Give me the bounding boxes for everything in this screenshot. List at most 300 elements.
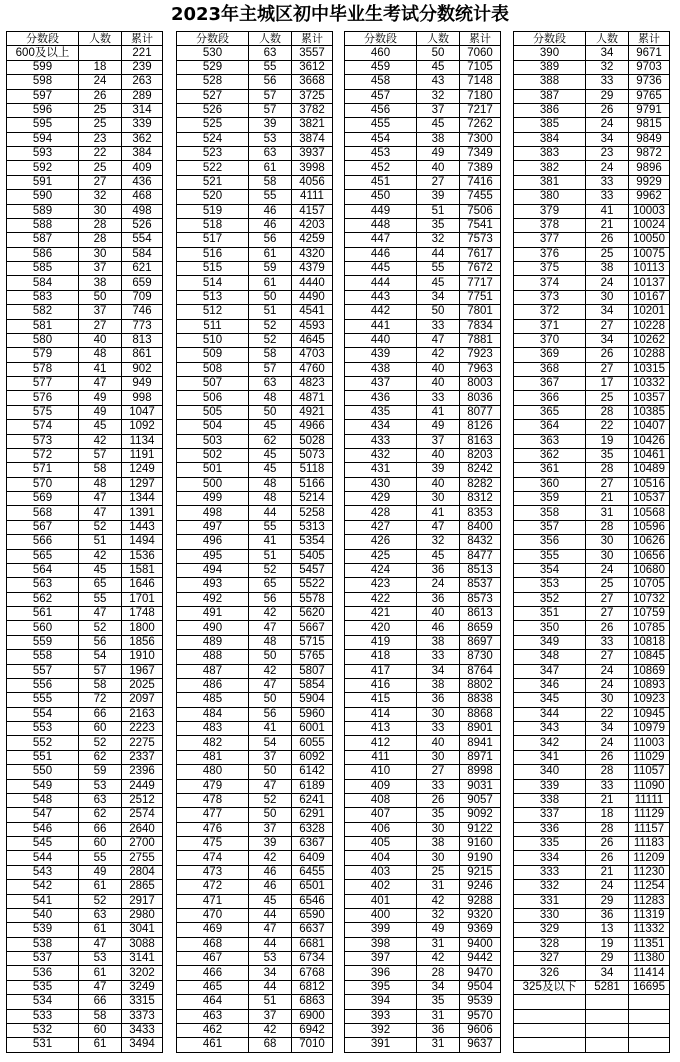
- count-cell: 49: [79, 405, 122, 419]
- cumulative-cell: 8802: [460, 678, 501, 692]
- score-cell: 518: [177, 218, 249, 232]
- count-cell: 25: [79, 103, 122, 117]
- score-cell: 412: [345, 736, 417, 750]
- score-cell: 344: [514, 707, 586, 721]
- table-row: [177, 851, 333, 865]
- count-cell: 18: [586, 808, 629, 822]
- count-cell: 28: [79, 218, 122, 232]
- table-row: [177, 46, 333, 60]
- cumulative-cell: 4760: [292, 362, 333, 376]
- table-row: [345, 1038, 501, 1052]
- table-row: [345, 333, 501, 347]
- table-row: [7, 980, 163, 994]
- count-cell: 34: [417, 980, 460, 994]
- table-row: [7, 851, 163, 865]
- cumulative-cell: 10732: [629, 592, 670, 606]
- table-row: [177, 880, 333, 894]
- table-row: [177, 506, 333, 520]
- score-cell: 568: [7, 506, 79, 520]
- count-cell: 45: [417, 118, 460, 132]
- cumulative-cell: 4056: [292, 175, 333, 189]
- score-cell: 456: [345, 103, 417, 117]
- count-cell: 26: [586, 233, 629, 247]
- cumulative-cell: [629, 995, 670, 1009]
- score-cell: 593: [7, 147, 79, 161]
- table-row: [514, 722, 670, 736]
- score-cell: 583: [7, 290, 79, 304]
- table-row: [345, 952, 501, 966]
- count-cell: 33: [586, 175, 629, 189]
- count-cell: 33: [417, 391, 460, 405]
- score-cell: 431: [345, 463, 417, 477]
- score-cell: 376: [514, 247, 586, 261]
- cumulative-cell: [629, 1023, 670, 1037]
- count-cell: 28: [586, 822, 629, 836]
- count-cell: 45: [417, 60, 460, 74]
- table-row: [7, 966, 163, 980]
- score-cell: 426: [345, 535, 417, 549]
- count-cell: 45: [417, 549, 460, 563]
- count-cell: 59: [79, 765, 122, 779]
- count-cell: 30: [79, 247, 122, 261]
- cumulative-cell: 6812: [292, 980, 333, 994]
- score-cell: 417: [345, 664, 417, 678]
- cumulative-cell: 6367: [292, 837, 333, 851]
- score-cell: 352: [514, 592, 586, 606]
- score-cell: 595: [7, 118, 79, 132]
- cumulative-cell: 1047: [122, 405, 163, 419]
- count-cell: 48: [249, 492, 292, 506]
- table-row: [345, 103, 501, 117]
- table-row: [345, 678, 501, 692]
- score-cell: 525: [177, 118, 249, 132]
- table-row: [7, 822, 163, 836]
- table-row: [177, 678, 333, 692]
- score-cell: 539: [7, 923, 79, 937]
- score-cell: 396: [345, 966, 417, 980]
- count-cell: 40: [417, 161, 460, 175]
- cumulative-cell: 3433: [122, 1023, 163, 1037]
- table-row: [514, 492, 670, 506]
- count-cell: 41: [249, 722, 292, 736]
- count-cell: 57: [79, 448, 122, 462]
- count-cell: 42: [249, 1023, 292, 1037]
- cumulative-cell: 9288: [460, 894, 501, 908]
- score-cell: 359: [514, 492, 586, 506]
- table-row: [345, 837, 501, 851]
- score-cell: 564: [7, 563, 79, 577]
- cumulative-cell: 11380: [629, 952, 670, 966]
- table-row: [514, 678, 670, 692]
- score-cell: 581: [7, 319, 79, 333]
- table-row: [514, 535, 670, 549]
- count-cell: 52: [249, 793, 292, 807]
- table-row: [514, 779, 670, 793]
- table-row: [514, 765, 670, 779]
- score-cell: 481: [177, 750, 249, 764]
- score-cell: 329: [514, 923, 586, 937]
- table-row: [7, 1038, 163, 1052]
- count-cell: 44: [249, 980, 292, 994]
- table-row: [345, 118, 501, 132]
- count-cell: 44: [249, 937, 292, 951]
- cumulative-cell: 498: [122, 204, 163, 218]
- cumulative-cell: [629, 1009, 670, 1023]
- cumulative-cell: 10201: [629, 305, 670, 319]
- table-row: [345, 822, 501, 836]
- count-cell: 63: [249, 147, 292, 161]
- cumulative-cell: 8353: [460, 506, 501, 520]
- score-cell: 598: [7, 75, 79, 89]
- score-cell: 373: [514, 290, 586, 304]
- table-row: [514, 60, 670, 74]
- table-row: [177, 535, 333, 549]
- table-row: [514, 89, 670, 103]
- score-cell: 510: [177, 333, 249, 347]
- table-row: [514, 880, 670, 894]
- count-cell: 51: [417, 204, 460, 218]
- table-row: [177, 578, 333, 592]
- score-cell: 524: [177, 132, 249, 146]
- table-row: [7, 952, 163, 966]
- table-row: [7, 290, 163, 304]
- cumulative-cell: 10656: [629, 549, 670, 563]
- score-table-2: [176, 31, 333, 1053]
- count-cell: 27: [79, 319, 122, 333]
- score-cell: 503: [177, 434, 249, 448]
- cumulative-cell: 4157: [292, 204, 333, 218]
- table-row: [7, 722, 163, 736]
- cumulative-cell: 5214: [292, 492, 333, 506]
- count-cell: 61: [79, 880, 122, 894]
- cumulative-cell: 10228: [629, 319, 670, 333]
- table-row: [177, 592, 333, 606]
- count-cell: 31: [417, 1009, 460, 1023]
- table-row: [177, 103, 333, 117]
- table-row: [177, 822, 333, 836]
- table-row: [177, 779, 333, 793]
- count-cell: 22: [586, 420, 629, 434]
- score-cell: 477: [177, 808, 249, 822]
- header-count: 人数: [249, 32, 292, 46]
- count-cell: 28: [586, 405, 629, 419]
- count-cell: 40: [417, 607, 460, 621]
- score-cell: 451: [345, 175, 417, 189]
- table-row: [345, 348, 501, 362]
- score-cell: 438: [345, 362, 417, 376]
- cumulative-cell: 2337: [122, 750, 163, 764]
- table-row: [7, 405, 163, 419]
- count-cell: 27: [586, 592, 629, 606]
- score-cell: 512: [177, 305, 249, 319]
- table-row: [177, 607, 333, 621]
- table-row: [7, 1023, 163, 1037]
- table-row: [514, 377, 670, 391]
- table-row: [177, 175, 333, 189]
- table-row: [177, 952, 333, 966]
- count-cell: 52: [249, 319, 292, 333]
- cumulative-cell: 4440: [292, 276, 333, 290]
- count-cell: 44: [249, 908, 292, 922]
- cumulative-cell: 8312: [460, 492, 501, 506]
- count-cell: 24: [586, 118, 629, 132]
- table-row: [345, 722, 501, 736]
- score-cell: 484: [177, 707, 249, 721]
- table-row: [177, 1023, 333, 1037]
- table-row: [7, 808, 163, 822]
- table-row: [514, 276, 670, 290]
- cumulative-cell: 9637: [460, 1038, 501, 1052]
- count-cell: 63: [249, 377, 292, 391]
- score-cell: 375: [514, 262, 586, 276]
- count-cell: 24: [417, 578, 460, 592]
- score-cell: [514, 995, 586, 1009]
- table-row: [7, 865, 163, 879]
- cumulative-cell: 3821: [292, 118, 333, 132]
- table-row: [345, 276, 501, 290]
- cumulative-cell: 7881: [460, 333, 501, 347]
- cumulative-cell: 10626: [629, 535, 670, 549]
- score-cell: 573: [7, 434, 79, 448]
- score-cell: 563: [7, 578, 79, 592]
- score-cell: 356: [514, 535, 586, 549]
- cumulative-cell: 2275: [122, 736, 163, 750]
- cumulative-cell: 6001: [292, 722, 333, 736]
- table-row: [345, 362, 501, 376]
- count-cell: 38: [417, 132, 460, 146]
- table-row: [345, 937, 501, 951]
- score-cell: 471: [177, 894, 249, 908]
- table-row: [345, 420, 501, 434]
- score-cell: 385: [514, 118, 586, 132]
- table-row: [345, 1023, 501, 1037]
- table-row: [7, 535, 163, 549]
- score-cell: 338: [514, 793, 586, 807]
- table-row: [514, 952, 670, 966]
- score-cell: 334: [514, 851, 586, 865]
- table-row: [514, 204, 670, 218]
- table-row: [514, 477, 670, 491]
- table-row: [7, 204, 163, 218]
- cumulative-cell: 9703: [629, 60, 670, 74]
- table-row: [177, 118, 333, 132]
- cumulative-cell: 10385: [629, 405, 670, 419]
- count-cell: 36: [417, 1023, 460, 1037]
- count-cell: 37: [79, 305, 122, 319]
- count-cell: 56: [79, 635, 122, 649]
- score-cell: 457: [345, 89, 417, 103]
- score-cell: 511: [177, 319, 249, 333]
- count-cell: 34: [417, 664, 460, 678]
- cumulative-cell: 7617: [460, 247, 501, 261]
- score-cell: 485: [177, 693, 249, 707]
- table-row: [514, 46, 670, 60]
- count-cell: 50: [249, 808, 292, 822]
- score-cell: 436: [345, 391, 417, 405]
- count-cell: 44: [249, 506, 292, 520]
- cumulative-cell: 6092: [292, 750, 333, 764]
- count-cell: 29: [586, 89, 629, 103]
- cumulative-cell: 10705: [629, 578, 670, 592]
- cumulative-cell: 10332: [629, 377, 670, 391]
- score-cell: 332: [514, 880, 586, 894]
- cumulative-cell: 3494: [122, 1038, 163, 1052]
- table-row: [345, 305, 501, 319]
- table-row: [7, 103, 163, 117]
- table-row: [345, 506, 501, 520]
- table-row: [7, 46, 163, 60]
- cumulative-cell: 3041: [122, 923, 163, 937]
- score-cell: 364: [514, 420, 586, 434]
- cumulative-cell: 5667: [292, 621, 333, 635]
- cumulative-cell: 9849: [629, 132, 670, 146]
- cumulative-cell: 861: [122, 348, 163, 362]
- count-cell: 25: [586, 578, 629, 592]
- cumulative-cell: 11209: [629, 851, 670, 865]
- score-cell: 526: [177, 103, 249, 117]
- header-cumulative: 累计: [122, 32, 163, 46]
- cumulative-cell: 9442: [460, 952, 501, 966]
- table-row: [7, 736, 163, 750]
- count-cell: 61: [79, 966, 122, 980]
- score-cell: 327: [514, 952, 586, 966]
- table-row: [177, 908, 333, 922]
- score-cell: 465: [177, 980, 249, 994]
- score-cell: 374: [514, 276, 586, 290]
- cumulative-cell: 263: [122, 75, 163, 89]
- score-cell: 351: [514, 607, 586, 621]
- count-cell: 36: [417, 563, 460, 577]
- score-cell: 450: [345, 190, 417, 204]
- count-cell: 57: [249, 89, 292, 103]
- table-row: [345, 578, 501, 592]
- table-row: [7, 463, 163, 477]
- count-cell: 51: [249, 305, 292, 319]
- score-cell: [514, 1009, 586, 1023]
- cumulative-cell: 8077: [460, 405, 501, 419]
- table-row: [7, 506, 163, 520]
- count-cell: 34: [586, 966, 629, 980]
- table-row: [514, 635, 670, 649]
- score-cell: 494: [177, 563, 249, 577]
- table-row: [177, 865, 333, 879]
- cumulative-cell: 5715: [292, 635, 333, 649]
- cumulative-cell: 10680: [629, 563, 670, 577]
- score-cell: 442: [345, 305, 417, 319]
- table-row: [514, 607, 670, 621]
- cumulative-cell: 6590: [292, 908, 333, 922]
- cumulative-cell: 5028: [292, 434, 333, 448]
- table-row: [514, 434, 670, 448]
- score-cell: 397: [345, 952, 417, 966]
- table-row: [514, 822, 670, 836]
- score-cell: 388: [514, 75, 586, 89]
- score-cell: 557: [7, 664, 79, 678]
- cumulative-cell: 7573: [460, 233, 501, 247]
- count-cell: 49: [79, 391, 122, 405]
- cumulative-cell: 526: [122, 218, 163, 232]
- cumulative-cell: 10845: [629, 650, 670, 664]
- count-cell: 26: [79, 89, 122, 103]
- table-row: [177, 520, 333, 534]
- table-row: [345, 980, 501, 994]
- table-row: [345, 779, 501, 793]
- table-row: [177, 707, 333, 721]
- cumulative-cell: 9246: [460, 880, 501, 894]
- table-row: [177, 204, 333, 218]
- cumulative-cell: 10516: [629, 477, 670, 491]
- count-cell: 48: [249, 635, 292, 649]
- count-cell: 19: [586, 434, 629, 448]
- cumulative-cell: 384: [122, 147, 163, 161]
- score-cell: 437: [345, 377, 417, 391]
- cumulative-cell: 9320: [460, 908, 501, 922]
- count-cell: 33: [417, 319, 460, 333]
- score-cell: 447: [345, 233, 417, 247]
- cumulative-cell: 339: [122, 118, 163, 132]
- cumulative-cell: 9962: [629, 190, 670, 204]
- table-row: [514, 1038, 670, 1052]
- cumulative-cell: 4259: [292, 233, 333, 247]
- count-cell: 38: [417, 837, 460, 851]
- score-cell: 582: [7, 305, 79, 319]
- count-cell: 38: [417, 635, 460, 649]
- score-cell: 499: [177, 492, 249, 506]
- cumulative-cell: 10489: [629, 463, 670, 477]
- count-cell: 37: [249, 1009, 292, 1023]
- table-row: [514, 506, 670, 520]
- cumulative-cell: 7834: [460, 319, 501, 333]
- table-row: [177, 132, 333, 146]
- score-cell: 490: [177, 621, 249, 635]
- score-cell: 362: [514, 448, 586, 462]
- cumulative-cell: 6455: [292, 865, 333, 879]
- count-cell: 60: [79, 722, 122, 736]
- score-cell: 325及以下: [514, 980, 586, 994]
- cumulative-cell: 4320: [292, 247, 333, 261]
- cumulative-cell: 9896: [629, 161, 670, 175]
- score-cell: 360: [514, 477, 586, 491]
- count-cell: 42: [417, 348, 460, 362]
- cumulative-cell: 7672: [460, 262, 501, 276]
- count-cell: 53: [249, 132, 292, 146]
- count-cell: 34: [586, 132, 629, 146]
- table-row: [345, 492, 501, 506]
- table-row: [514, 420, 670, 434]
- score-cell: 460: [345, 46, 417, 60]
- count-cell: [586, 1009, 629, 1023]
- page-title: 2023年主城区初中毕业生考试分数统计表: [170, 4, 510, 25]
- cumulative-cell: 1967: [122, 664, 163, 678]
- cumulative-cell: 5457: [292, 563, 333, 577]
- count-cell: 41: [249, 535, 292, 549]
- table-row: [345, 233, 501, 247]
- cumulative-cell: 11351: [629, 937, 670, 951]
- count-cell: 41: [586, 204, 629, 218]
- count-cell: 46: [417, 621, 460, 635]
- table-row: [177, 60, 333, 74]
- score-cell: 591: [7, 175, 79, 189]
- score-cell: 421: [345, 607, 417, 621]
- count-cell: 56: [249, 707, 292, 721]
- count-cell: 41: [417, 506, 460, 520]
- count-cell: 46: [249, 865, 292, 879]
- count-cell: 35: [586, 448, 629, 462]
- count-cell: 27: [586, 362, 629, 376]
- cumulative-cell: 3141: [122, 952, 163, 966]
- cumulative-cell: 7416: [460, 175, 501, 189]
- cumulative-cell: 10050: [629, 233, 670, 247]
